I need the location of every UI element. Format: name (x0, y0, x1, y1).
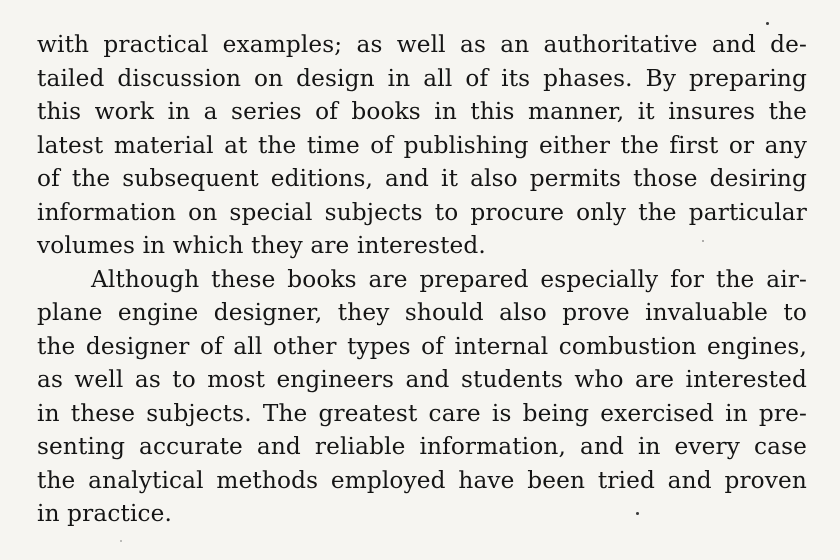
paper-speck (766, 22, 769, 25)
text-line: in these subjects. The greatest care is being exercised in pre- (37, 399, 807, 427)
paragraph-1 (37, 28, 807, 263)
text-line: information on special subjects to procure only the particular (37, 198, 807, 226)
text-line: Although these books are prepared especially for the air- (91, 265, 807, 293)
text-line: as well as to most engineers and students who are interested (37, 366, 807, 393)
text-line: senting accurate and reliable information, and in every case (37, 433, 807, 460)
text-line: this work in a series of books in this manner, it insures the (37, 98, 807, 125)
text-line: volumes in which they are interested. (37, 232, 486, 259)
text-line: in practice. (37, 500, 173, 527)
text-line: the analytical methods employed have been tried and proven (37, 466, 807, 494)
paragraph-2 (37, 263, 807, 531)
text-line: tailed discussion on design in all of its phases. By preparing (37, 64, 807, 92)
text-line: with practical examples; as well as an authoritative and de- (37, 31, 807, 58)
body-text (37, 28, 807, 531)
text-line: of the subsequent editions, and it also permits those desiring (37, 165, 807, 192)
text-line: plane engine designer, they should also prove invaluable to (37, 299, 807, 326)
text-line: the designer of all other types of internal combustion engines, (37, 332, 807, 360)
text-line: latest material at the time of publishing either the first or any (37, 131, 807, 159)
paper-speck (120, 540, 122, 542)
